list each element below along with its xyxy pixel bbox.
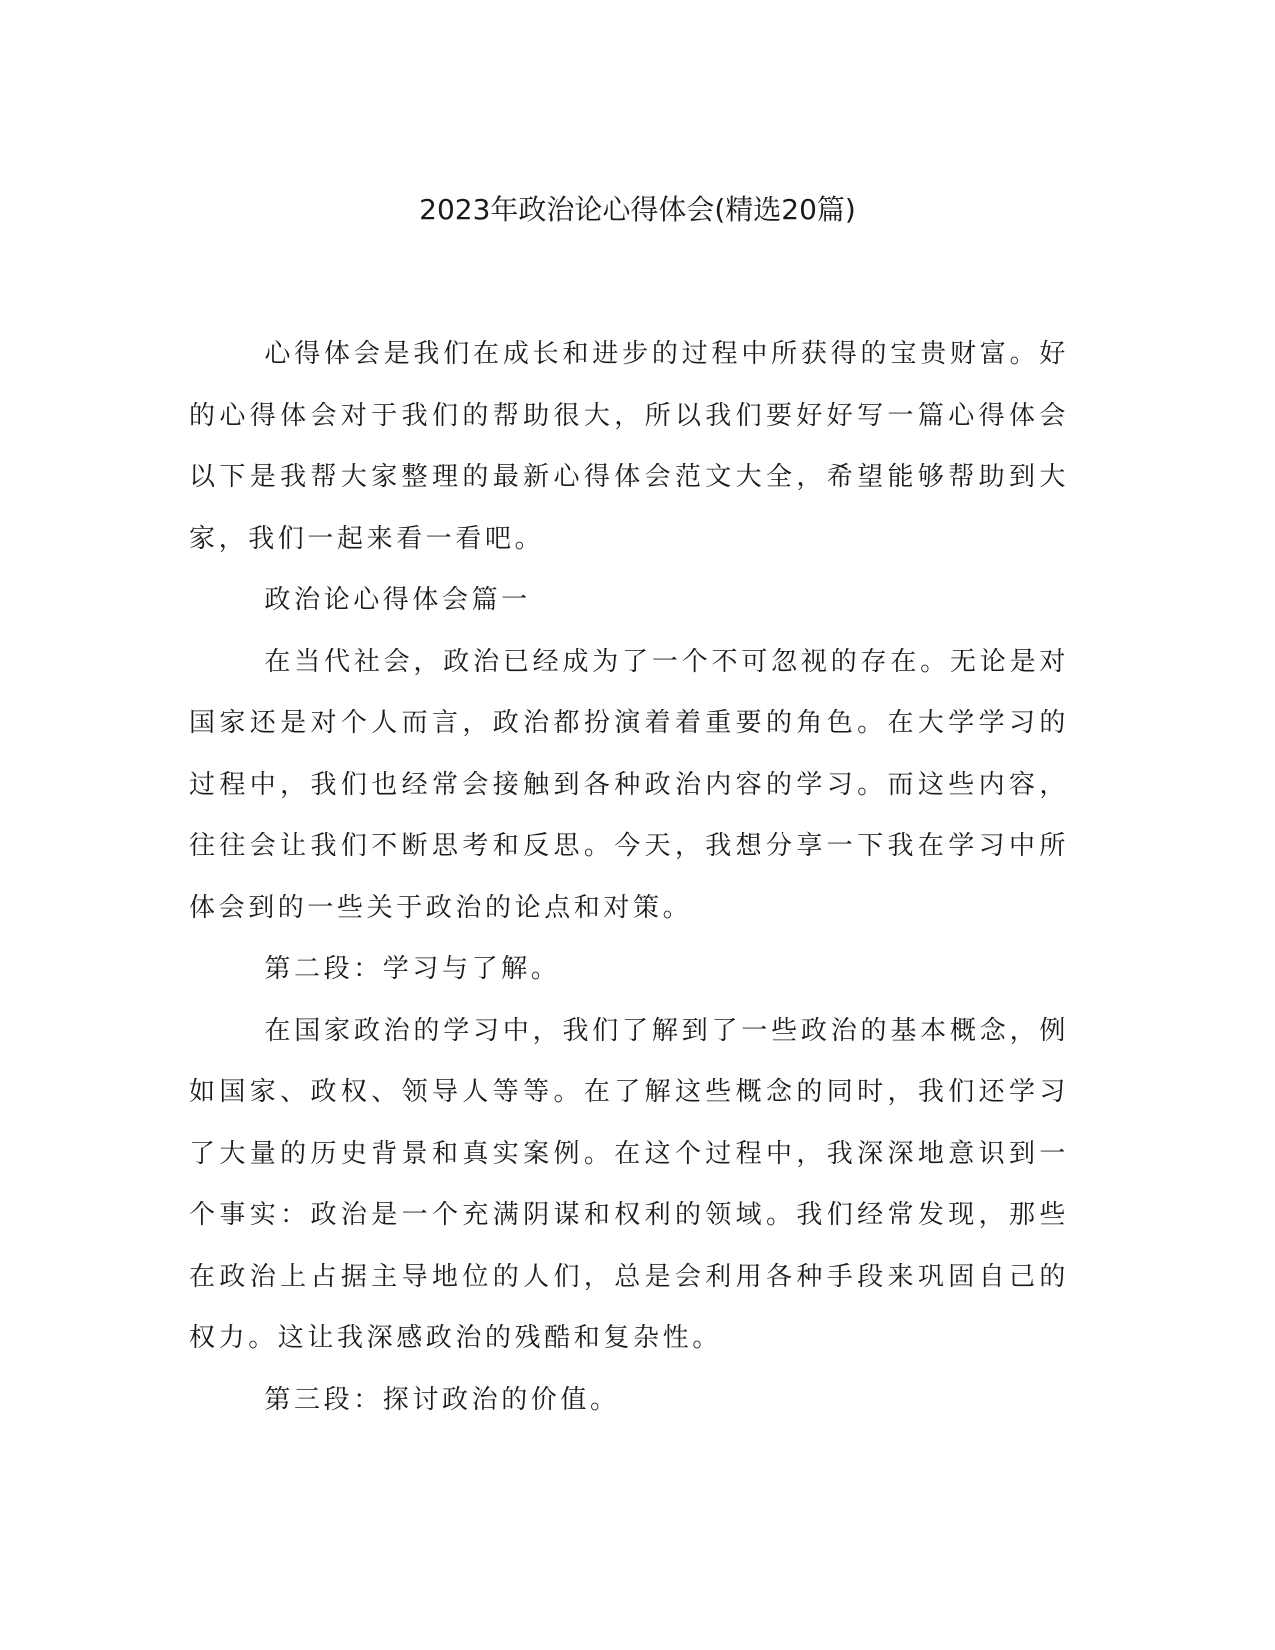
document-title: 2023年政治论心得体会(精选20篇) [419, 193, 856, 226]
body-paragraph: 在当代社会，政治已经成为了一个不可忽视的存在。无论是对国家还是对个人而言，政治都扮演着着重要的角色。在大学学习的过程中，我们也经常会接触到各种政治内容的学习。而这些内容，往往会让我们不断思考和反思。今天，我想分享一下我在学习中所体会到的一些关于政治的论点和对策。 [189, 646, 1069, 923]
document-body [189, 324, 1069, 1431]
intro-paragraph: 心得体会是我们在成长和进步的过程中所获得的宝贵财富。好的心得体会对于我们的帮助很大，所以我们要好好写一篇心得体会以下是我帮大家整理的最新心得体会范文大全，希望能够帮助到大家，我们一起来看一看吧。 [189, 339, 1069, 554]
body-paragraph: 在国家政治的学习中，我们了解到了一些政治的基本概念，例如国家、政权、领导人等等。在了解这些概念的同时，我们还学习了大量的历史背景和真实案例。在这个过程中，我深深地意识到一个事实：政治是一个充满阴谋和权利的领域。我们经常发现，那些在政治上占据主导地位的人们，总是会利用各种手段来巩固自己的权力。这让我深感政治的残酷和复杂性。 [189, 1015, 1069, 1353]
section-heading: 政治论心得体会篇一 [264, 585, 531, 615]
section-heading: 第三段：探讨政治的价值。 [264, 1384, 620, 1415]
section-heading: 第二段：学习与了解。 [264, 954, 561, 984]
